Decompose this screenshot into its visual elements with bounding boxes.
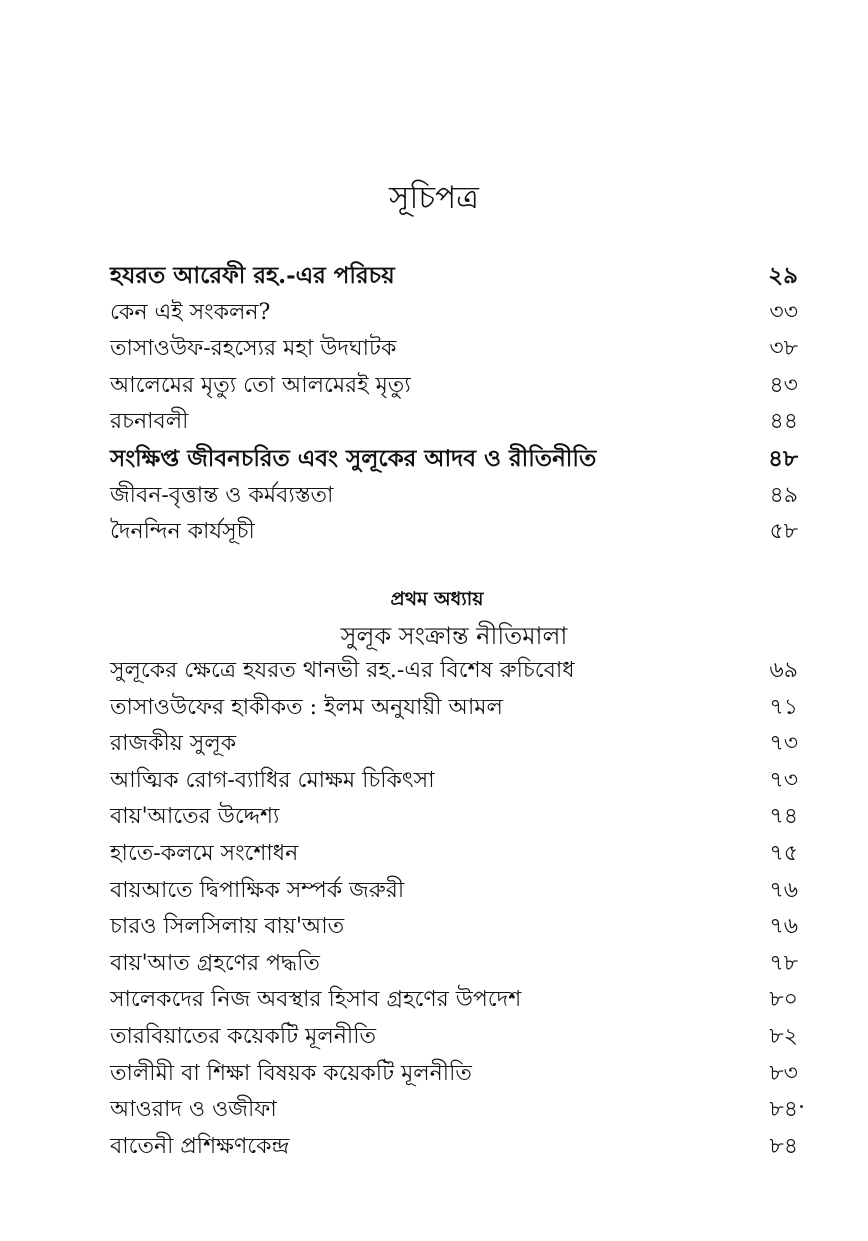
toc-entry-title: হাতে-কলমে সংশোধন <box>110 840 299 866</box>
toc-entry <box>110 909 798 946</box>
toc-entry <box>110 404 798 441</box>
toc-entry-title: তাসাওউফ-রহস্যের মহা উদঘাটক <box>110 336 397 362</box>
toc-entry-title: বায়'আত গ্রহণের পদ্ধতি <box>110 950 320 976</box>
toc-entry-title: কেন এই সংকলন? <box>110 299 271 325</box>
toc-page-number: ৭১ <box>769 694 798 720</box>
toc-entry-title: বাতেনী প্রশিক্ষণকেন্দ্র <box>110 1133 290 1159</box>
toc-page-number: ৩৩ <box>769 299 798 325</box>
toc-page-number: ৪৩ <box>769 372 798 398</box>
toc-page-number: ৭৮ <box>769 950 798 976</box>
toc-intro-list <box>110 258 798 551</box>
toc-entry <box>110 690 798 727</box>
toc-page-number: ৫৮ <box>769 519 798 545</box>
toc-page-number: ৮৩ <box>769 1060 798 1086</box>
toc-entry-title: হযরত আরেফী রহ.-এর পরিচয় <box>110 262 395 289</box>
toc-chapter-list <box>110 653 798 1165</box>
toc-entry <box>110 873 798 910</box>
toc-entry-title: তালীমী বা শিক্ষা বিষয়ক কয়েকটি মূলনীতি <box>110 1060 472 1086</box>
toc-section-heading <box>110 441 798 478</box>
toc-entry-title: আওরাদ ও ওজীফা <box>110 1097 277 1123</box>
toc-entry-title: সুলূকের ক্ষেত্রে হযরত থানভী রহ.-এর বিশেষ রুচিবোধ <box>110 658 575 683</box>
toc-entry-title: আত্মিক রোগ-ব্যাধির মোক্ষম চিকিৎসা <box>110 767 435 793</box>
toc-entry <box>110 1129 798 1166</box>
toc-entry-title: চারও সিলসিলায় বায়'আত <box>110 914 345 940</box>
toc-entry-title: রচনাবলী <box>110 409 189 435</box>
toc-entry <box>110 478 798 515</box>
toc-entry-title: জীবন-বৃত্তান্ত ও কর্মব্যস্ততা <box>110 482 334 508</box>
toc-entry-title: রাজকীয় সুলূক <box>110 731 237 757</box>
toc-page-number: ৮০ <box>769 987 798 1013</box>
toc-entry <box>110 331 798 368</box>
toc-entry-title: সংক্ষিপ্ত জীবনচরিত এবং সুলূকের আদব ও রীতিনীতি <box>110 444 597 472</box>
toc-entry <box>110 1092 798 1129</box>
toc-entry <box>110 514 798 551</box>
print-speck <box>800 1105 803 1108</box>
toc-page-number: ৬৯ <box>769 658 798 683</box>
toc-page-number: ৪৪ <box>769 409 798 435</box>
toc-entry <box>110 726 798 763</box>
chapter-label: প্রথম অধ্যায় <box>390 588 484 610</box>
toc-entry <box>110 799 798 836</box>
toc-entry <box>110 1019 798 1056</box>
toc-page-number: ৭৫ <box>769 840 798 866</box>
toc-entry <box>110 1056 798 1093</box>
toc-entry <box>110 295 798 332</box>
toc-entry <box>110 836 798 873</box>
toc-entry-title: সালেকদের নিজ অবস্থার হিসাব গ্রহণের উপদেশ <box>110 987 522 1013</box>
toc-page-number: ৮৪ <box>769 1097 798 1123</box>
toc-page-number: ৮৪ <box>769 1133 798 1159</box>
toc-page-number: ৭৪ <box>769 804 798 830</box>
page-title: সূচিপত্র <box>389 180 479 216</box>
toc-page-number: ৮২ <box>769 1023 798 1049</box>
toc-section-heading <box>110 258 798 295</box>
toc-page-number: ৭৩ <box>769 767 798 793</box>
toc-entry-title: তাসাওউফের হাকীকত : ইলম অনুযায়ী আমল <box>110 694 503 720</box>
toc-entry <box>110 982 798 1019</box>
toc-page-number: ৭৩ <box>769 731 798 757</box>
toc-entry <box>110 946 798 983</box>
toc-entry <box>110 653 798 690</box>
toc-entry <box>110 368 798 405</box>
toc-page-number: ৩৮ <box>769 336 798 362</box>
toc-page-number: ২৯ <box>768 262 798 289</box>
toc-entry-title: বায়আতে দ্বিপাক্ষিক সম্পর্ক জরুরী <box>110 877 405 903</box>
toc-entry-title: তারবিয়াতের কয়েকটি মূলনীতি <box>110 1023 376 1049</box>
toc-page-number: ৪৮ <box>768 444 798 472</box>
chapter-title: সুলূক সংক্রান্ত নীতিমালা <box>340 622 568 650</box>
toc-page-number: ৭৬ <box>769 877 798 903</box>
toc-entry-title: বায়'আতের উদ্দেশ্য <box>110 804 280 830</box>
toc-page-number: ৭৬ <box>769 914 798 940</box>
toc-page-number: ৪৯ <box>769 482 798 508</box>
toc-entry-title: আলেমের মৃত্যু তো আলমেরই মৃত্যু <box>110 372 411 398</box>
toc-entry-title: দৈনন্দিন কার্যসূচী <box>110 519 255 545</box>
toc-entry <box>110 763 798 800</box>
